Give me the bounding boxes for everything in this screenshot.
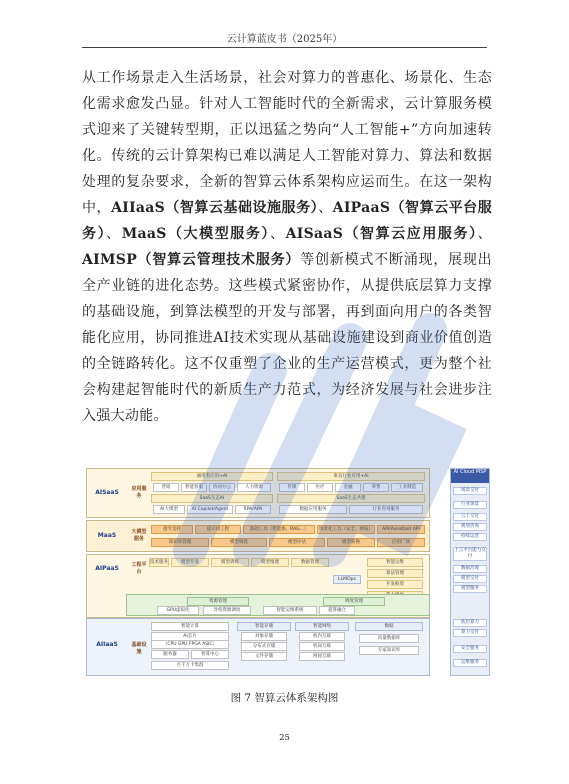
side-item: 云上交付 [453, 513, 487, 521]
header-divider [82, 47, 487, 48]
diagram-cell: 开发框架 [367, 580, 423, 589]
side-item: 运维服务 [453, 659, 487, 667]
diagram-cell: （CPU GPU FPGA ASIC） [151, 640, 229, 649]
bold-term-aimsp: AIMSP（智算云管理技术服务） [82, 252, 301, 268]
diagram-cell: LLMOps [333, 575, 361, 584]
side-item: 场景交付 [453, 487, 487, 495]
layer-aiiaas [86, 618, 430, 676]
sublabel-app: 应用服务 [131, 486, 147, 499]
layer-label-aipaas: AIPaaS [95, 565, 119, 572]
diagram-cell: 场景化工具（安全、财报） [319, 527, 373, 532]
diagram-cell: 对象存储 [241, 632, 287, 641]
side-column-title: AI Cloud MSP [451, 469, 489, 483]
side-item: 上云平台能力交付 [454, 548, 486, 559]
side-item: 算力交付 [453, 629, 487, 637]
diagram-cell: 知识库管理 [151, 538, 209, 547]
layer-label-maas: MaaS [97, 532, 117, 539]
diagram-cell: 向量数据库 [359, 634, 419, 643]
diagram-cell: 智能客服 [181, 483, 207, 492]
diagram-cell: 医疗 [307, 483, 333, 492]
diagram-cell: 模型转换 [327, 538, 375, 547]
diagram-cell: 智能运维 [367, 558, 423, 567]
sublabel-infra: 基础设施 [131, 642, 147, 655]
diagram-cell: 算法管理 [367, 569, 423, 578]
diagram-cell: 基础工具（智能体、RAG...） [243, 525, 315, 534]
body-text-part: 等创新模式不断涌现，展现出全产业链的进化态势。这些模式紧密协作，从提供底层算力支撑的基础设施，到算法模型的开发与部署，再到面向用户的各类智能化应用，协同推进AI技术实现从基础设施建设到商业价值创造的全链路转化。这不仅重塑了企业的生产运营模式，更为整个社会构建起智能时代的新质生产力范式，为经济发展与社会进步注入强大动能。 [82, 252, 492, 424]
layer-scheduling [126, 594, 430, 616]
diagram-cell: RPA/APA [235, 505, 271, 514]
diagram-cell: GPU虚拟化 [157, 606, 199, 615]
diagram-cell: 资源管理 [187, 597, 249, 606]
diagram-cell: 模型调优 [211, 538, 267, 547]
diagram-cell: 智能存储 [237, 622, 291, 631]
side-item: 行业场景 [453, 501, 487, 509]
bold-term-aipaas: AIPaaS（智算云平台服务） [82, 200, 492, 242]
sublabel-model: 大模型服务 [131, 529, 147, 542]
figure-caption: 图 7 智算云体系架构图 [230, 692, 339, 704]
diagram-cell: 智能运维系统 [263, 606, 317, 615]
diagram-cell: 零售 [363, 483, 389, 492]
diagram-cell: AI大模型 [153, 505, 185, 514]
running-header: 云计算蓝皮书（2025年） [226, 34, 343, 45]
diagram-cell: 文件存储 [241, 652, 287, 661]
separator: 、 [477, 226, 492, 242]
body-paragraph [82, 65, 492, 429]
diagram-cell: 协同办公 [209, 483, 235, 492]
side-item: 底层算力 [453, 619, 487, 627]
bold-term-aisaas: AISaaS（智算云应用服务） [285, 226, 478, 242]
architecture-diagram [86, 468, 488, 674]
diagram-cell: 机间互联 [299, 642, 345, 651]
diagram-cell: AI芯片 [151, 632, 229, 641]
side-item: 模型交付 [453, 575, 487, 583]
diagram-cell: 专家知识库 [359, 646, 419, 655]
bold-term-maas: MaaS（大模型服务） [121, 226, 271, 242]
diagram-cell: 智算中心 [191, 650, 229, 659]
separator: 、 [106, 226, 122, 242]
layer-aisaas [86, 468, 430, 518]
diagram-cell: 传媒 [279, 483, 305, 492]
diagram-cell: 机内互联 [299, 632, 345, 641]
diagram-cell: 智能网络 [295, 622, 349, 631]
diagram-cell: 模型开发 [171, 558, 209, 567]
diagram-cell: 异构资源调度 [203, 606, 251, 615]
sublabel-eng: 工程平台 [131, 562, 147, 575]
diagram-cell: SaaS生态AI [151, 494, 273, 503]
side-column-msp [450, 468, 490, 676]
side-item: 安全服务 [453, 645, 487, 653]
diagram-cell: 百千万卡集群 [151, 661, 229, 670]
diagram-cell: 模型推理 [251, 558, 289, 567]
diagram-cell: API/Assistant API [377, 525, 425, 534]
page-number: 25 [279, 733, 290, 743]
side-item: 持续运营 [453, 533, 487, 541]
diagram-cell: 技术服务 [150, 560, 168, 565]
diagram-cell: 调度管理 [323, 597, 385, 606]
separator: 、 [270, 226, 286, 242]
diagram-cell: 营销 [153, 483, 179, 492]
diagram-cell: 应用广场 [377, 538, 425, 547]
diagram-cell: 金融 [335, 483, 361, 492]
side-item: 数据治理 [453, 565, 487, 573]
diagram-cell: 网间互联 [299, 652, 345, 661]
diagram-cell: 指令支持 [151, 525, 193, 534]
layer-label-aisaas: AISaaS [95, 489, 119, 496]
diagram-cell: 智能计算 [151, 622, 229, 631]
diagram-cell: 行业咨询服务 [349, 505, 423, 514]
diagram-cell: 数据应用服务 [279, 505, 347, 514]
diagram-cell: 垂直行业应用+AI [277, 472, 425, 481]
diagram-cell: 超算融合 [319, 606, 355, 615]
side-item: 模型服务 [453, 585, 487, 593]
diagram-cell: 数据管理 [291, 558, 329, 567]
diagram-cell: 模型评估 [269, 538, 325, 547]
layer-maas [86, 520, 430, 552]
diagram-cell: 人力资源 [237, 483, 271, 492]
body-text-part: 从工作场景走入生活场景，社会对算力的普惠化、场景化、生态化需求愈发凸显。针对人工智能时代的全新需求，云计算服务模式迎来了关键转型期，正以迅猛之势向“人工智能+”方向加速转化。传统的云计算架构已难以满足人工智能对算力、算法和数据处理的复杂要求，全新的智算云体系架构应运而生。在这一架构中， [82, 70, 492, 216]
diagram-cell: 通用类应用+AI [151, 472, 273, 481]
diagram-cell: 工业制造 [391, 483, 423, 492]
diagram-cell: 分布式存储 [241, 642, 287, 651]
diagram-cell: 数据 [355, 622, 423, 631]
diagram-cell: 服务器 [151, 650, 189, 659]
separator: 、 [318, 200, 333, 216]
diagram-cell: SaaS生态共建 [277, 494, 425, 503]
diagram-cell: 提示词工程 [195, 525, 241, 534]
layer-label-aiiaas: AIIaaS [96, 641, 118, 648]
diagram-cell: AI Copilot/Agent [187, 505, 233, 514]
bold-term-aiiaas: AIIaaS（智算云基础设施服务） [111, 200, 319, 216]
side-item: 规划咨询 [453, 523, 487, 531]
diagram-cell: 模型训练 [211, 558, 249, 567]
